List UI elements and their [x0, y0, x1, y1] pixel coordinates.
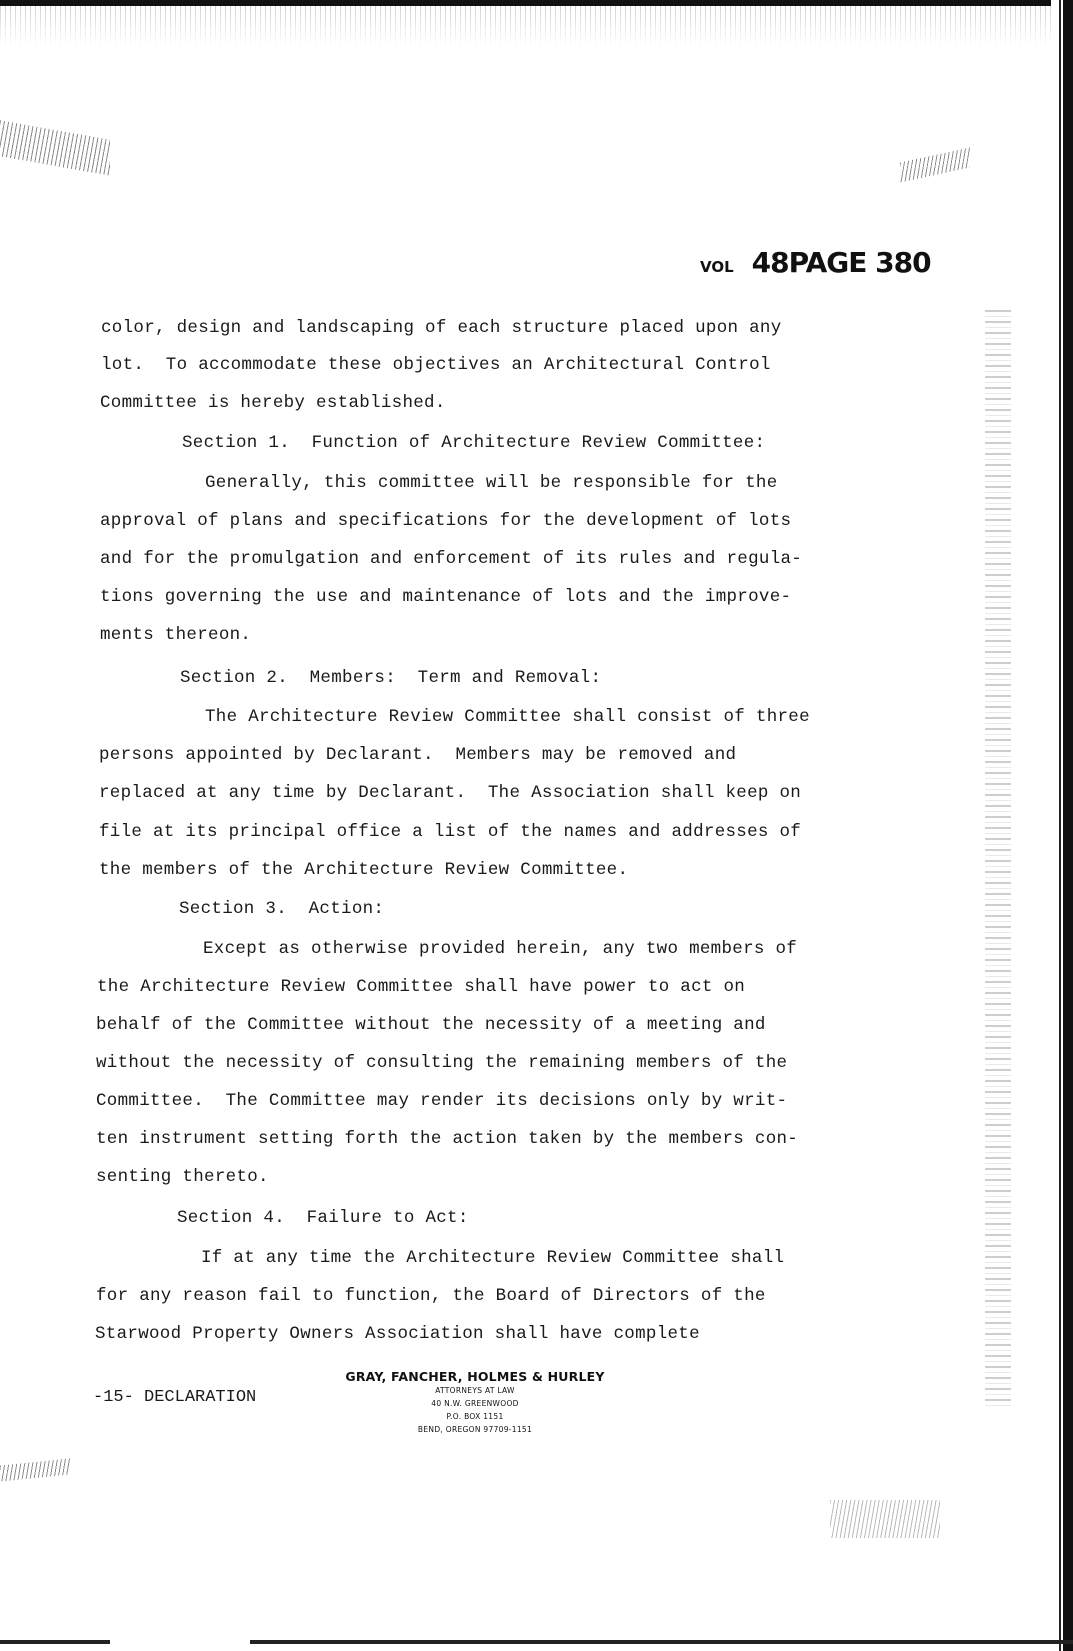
scan-smudge [0, 1458, 70, 1481]
scan-edge-right [1051, 0, 1073, 1651]
volume-page-number: 48PAGE 380 [751, 246, 931, 279]
section-heading: Section 1. Function of Architecture Review Committee: [182, 433, 766, 453]
page-footer-label: -15- DECLARATION [93, 1388, 257, 1407]
body-line: Committee. The Committee may render its decisions only by writ- [96, 1091, 788, 1111]
body-line: persons appointed by Declarant. Members may be removed and [99, 745, 737, 765]
volume-label: VOL [700, 258, 734, 276]
scan-smudge [900, 148, 970, 183]
body-line: approval of plans and specifications for the development of lots [100, 511, 792, 531]
body-line: Generally, this committee will be responsible for the [205, 473, 778, 493]
firm-subtitle: ATTORNEYS AT LAW [435, 1386, 515, 1395]
body-line: If at any time the Architecture Review Committee shall [201, 1248, 785, 1268]
volume-page-stamp [700, 246, 931, 279]
body-line: senting thereto. [96, 1167, 269, 1187]
body-line: Starwood Property Owners Association shall have complete [95, 1324, 700, 1344]
body-line: without the necessity of consulting the remaining members of the [96, 1053, 788, 1073]
body-line: the Architecture Review Committee shall have power to act on [97, 977, 746, 997]
body-line: Committee is hereby established. [100, 393, 446, 413]
firm-address-city: BEND, OREGON 97709-1151 [417, 1425, 533, 1434]
body-line: file at its principal office a list of the names and addresses of [99, 822, 802, 842]
body-line: the members of the Architecture Review Committee. [99, 860, 629, 880]
body-line: for any reason fail to function, the Board of Directors of the [96, 1286, 766, 1306]
body-line: ten instrument setting forth the action taken by the members con- [96, 1129, 799, 1149]
body-line: tions governing the use and maintenance of lots and the improve- [100, 587, 792, 607]
law-firm-block [340, 1369, 610, 1436]
body-line: lot. To accommodate these objectives an Architectural Control [101, 355, 771, 375]
scan-smudge [830, 1500, 940, 1538]
body-line: color, design and landscaping of each structure placed upon any [101, 318, 782, 338]
body-line: replaced at any time by Declarant. The Association shall keep on [99, 783, 802, 803]
scan-noise-top [0, 6, 1073, 46]
body-line: behalf of the Committee without the necessity of a meeting and [96, 1015, 766, 1035]
body-line: The Architecture Review Committee shall consist of three [205, 707, 810, 727]
firm-address-street: 40 N.W. GREENWOOD [431, 1399, 519, 1408]
scan-noise-right [985, 310, 1011, 1410]
body-line: and for the promulgation and enforcement of its rules and regula- [100, 549, 803, 569]
section-heading: Section 3. Action: [179, 899, 385, 919]
body-line: ments thereon. [100, 625, 252, 645]
scan-edge-bottom [0, 1640, 1073, 1644]
scan-smudge [0, 120, 110, 175]
firm-name: GRAY, FANCHER, HOLMES & HURLEY [345, 1369, 605, 1384]
section-heading: Section 4. Failure to Act: [177, 1208, 469, 1228]
section-heading: Section 2. Members: Term and Removal: [180, 668, 602, 688]
body-line: Except as otherwise provided herein, any two members of [203, 939, 798, 959]
firm-address-box: P.O. BOX 1151 [446, 1412, 504, 1421]
